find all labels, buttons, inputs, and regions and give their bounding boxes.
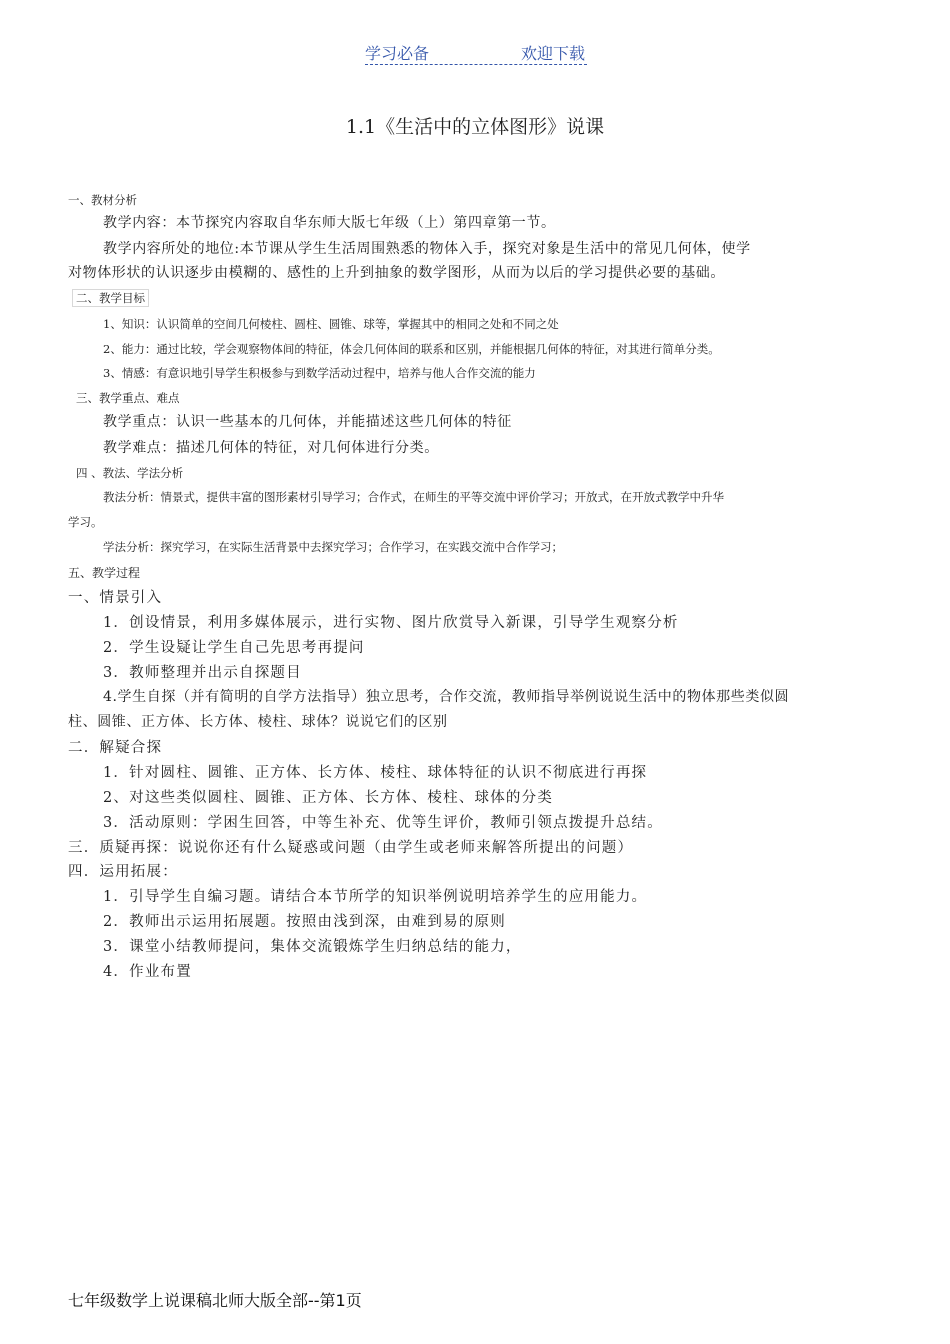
subsection-heading: 二．解疑合探 [68,740,163,756]
section-heading: 四 、教法、学法分析 [76,466,184,480]
paragraph-line: 对物体形状的认识逐步由模糊的、感性的上升到抽象的数学图形，从而为以后的学习提供必要的基础。 [68,265,725,281]
list-item: 1．创设情景，利用多媒体展示，进行实物、图片欣赏导入新课，引导学生观察分析 [103,615,679,631]
paragraph-line: 学习。 [68,515,103,529]
paragraph-line: 学法分析：探究学习，在实际生活背景中去探究学习；合作学习，在实践交流中合作学习； [103,540,563,554]
list-item: 2．教师出示运用拓展题。按照由浅到深，由难到易的原则 [103,914,506,930]
paragraph-line: 教学重点：认识一些基本的几何体，并能描述这些几何体的特征 [103,414,512,430]
paragraph-line: 教学难点：描述几何体的特征，对几何体进行分类。 [103,440,439,456]
section-heading: 五、教学过程 [68,566,141,580]
page-footer: 七年级数学上说课稿北师大版全部--第1页 [68,1291,362,1310]
section-heading: 三、教学重点、难点 [76,391,180,405]
list-item: 2．学生设疑让学生自己先思考再提问 [103,640,365,656]
list-item: 3．课堂小结教师提问，集体交流锻炼学生归纳总结的能力， [103,939,522,955]
header-left-text: 学习必备 [365,44,430,63]
list-item: 3．教师整理并出示自探题目 [103,665,302,681]
subsection-heading: 三．质疑再探：说说你还有什么疑惑或问题（由学生或老师来解答所提出的问题） [68,840,634,856]
list-item: 柱、圆锥、正方体、长方体、棱柱、球体？说说它们的区别 [68,714,448,730]
section-heading [76,290,149,306]
header-right-text: 欢迎下载 [520,44,585,63]
paragraph-line: 教学内容：本节探究内容取自华东师大版七年级（上）第四章第一节。 [103,215,556,231]
document-title: 1.1《生活中的立体图形》说课 [345,116,605,138]
subsection-heading: 一、情景引入 [68,590,163,606]
section-heading: 一、教材分析 [68,193,137,207]
list-item: 2、对这些类似圆柱、圆锥、正方体、长方体、棱柱、球体的分类 [103,790,554,806]
paragraph-line: 教学内容所处的地位:本节课从学生生活周围熟悉的物体入手，探究对象是生活中的常见几何体，使学 [103,241,751,257]
page-header [365,38,587,65]
paragraph-line: 3、情感：有意识地引导学生积极参与到数学活动过程中，培养与他人合作交流的能力 [103,366,536,380]
list-item: 1．引导学生自编习题。请结合本节所学的知识举例说明培养学生的应用能力。 [103,889,648,905]
list-item: 1．针对圆柱、圆锥、正方体、长方体、棱柱、球体特征的认识不彻底进行再探 [103,765,648,781]
paragraph-line: 1、知识：认识简单的空间几何棱柱、圆柱、圆锥、球等，掌握其中的相同之处和不同之处 [103,317,559,331]
section-heading-box: 二、教学目标 [72,289,149,307]
subsection-heading: 四．运用拓展： [68,864,178,880]
list-item: 4.学生自探（并有简明的自学方法指导）独立思考，合作交流，教师指导举例说说生活中的物体那些类似圆 [103,689,790,705]
list-item: 3．活动原则：学困生回答，中等生补充、优等生评价，教师引领点拨提升总结。 [103,815,663,831]
paragraph-line: 教法分析：情景式，提供丰富的图形素材引导学习；合作式，在师生的平等交流中评价学习；开放式，在开放式教学中升华 [103,490,724,504]
list-item: 4．作业布置 [103,964,192,980]
paragraph-line: 2、能力：通过比较，学会观察物体间的特征，体会几何体间的联系和区别，并能根据几何体的特征，对其进行简单分类。 [103,342,720,356]
